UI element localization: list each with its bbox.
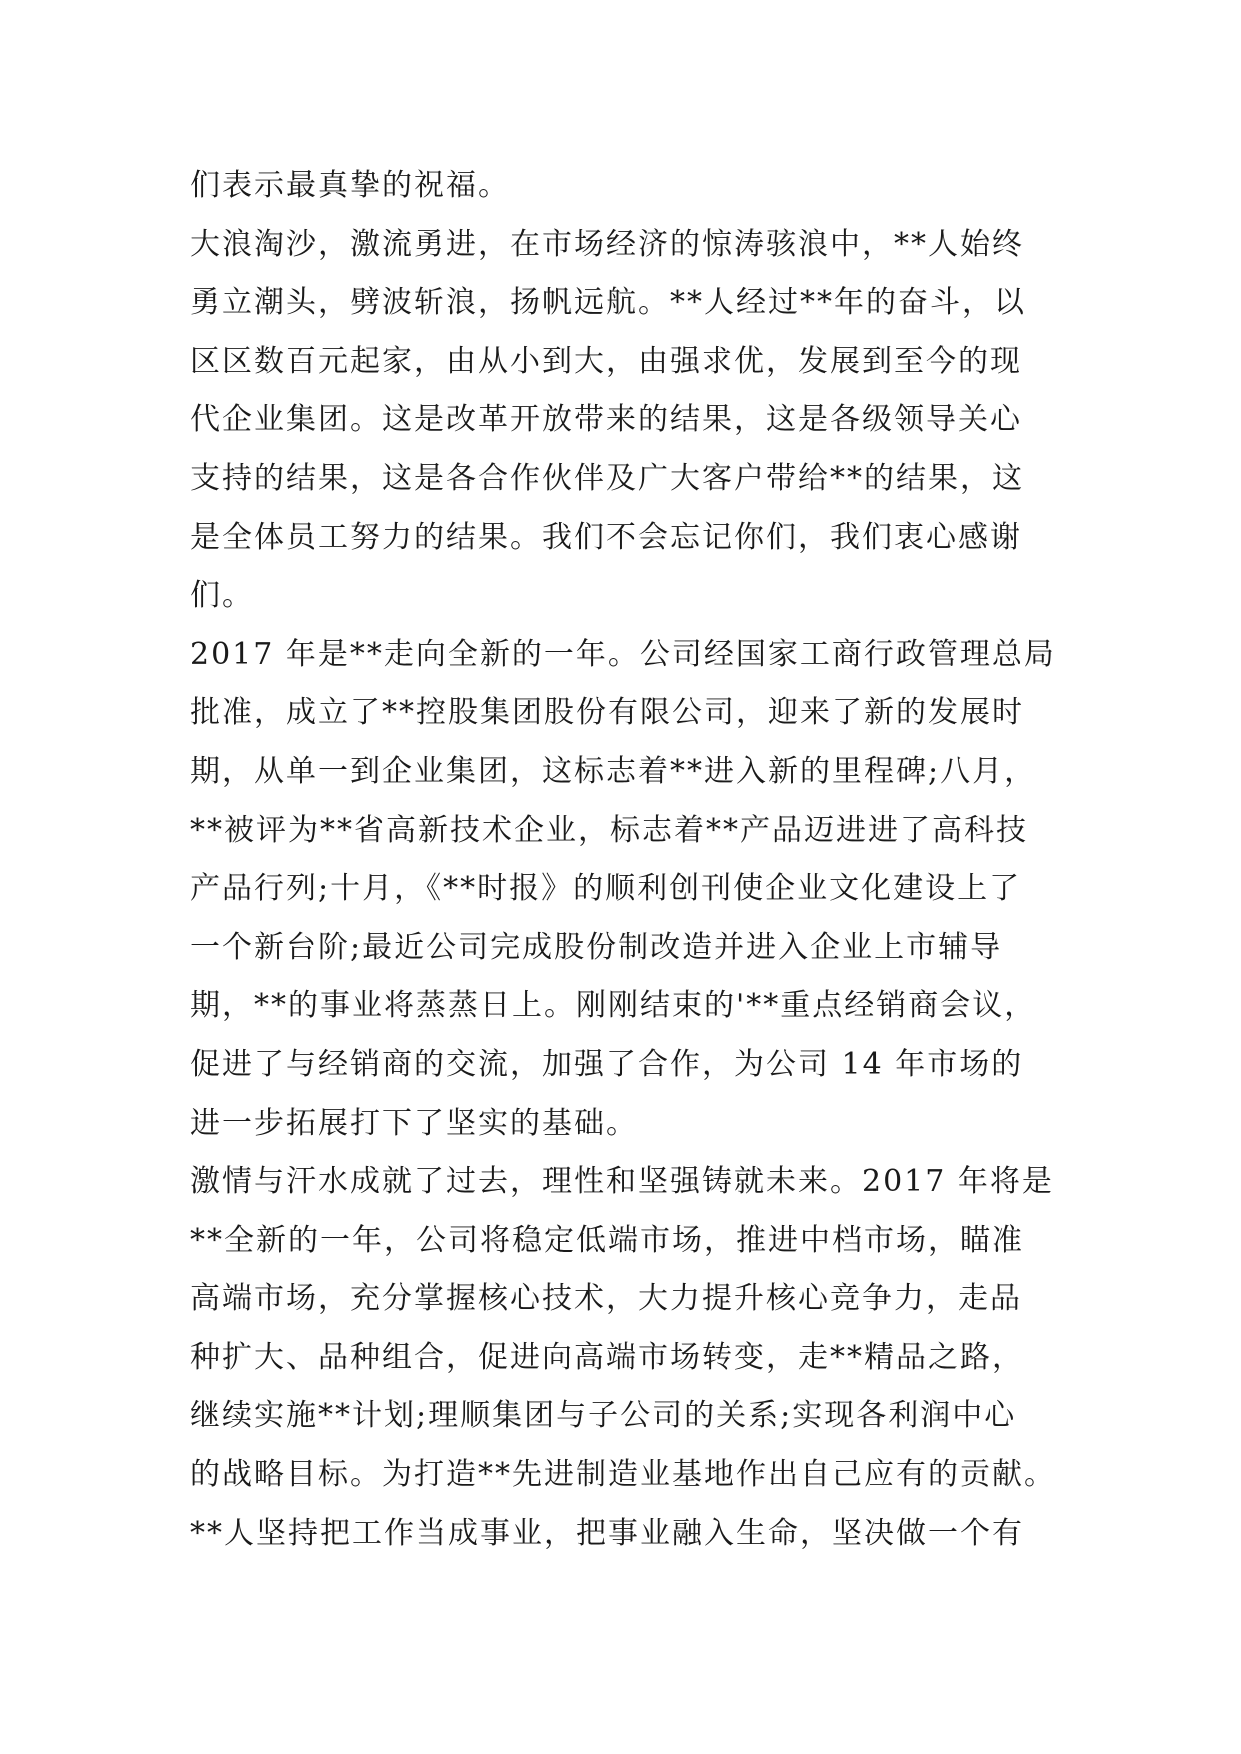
text-line: 促进了与经销商的交流，加强了合作，为公司 14 年市场的 (190, 1046, 1024, 1082)
text-line: 是全体员工努力的结果。我们不会忘记你们，我们衷心感谢 (190, 519, 1022, 555)
text-line: 激情与汗水成就了过去，理性和坚强铸就未来。2017 年将是 (190, 1164, 1054, 1200)
text-line: 勇立潮头，劈波斩浪，扬帆远航。**人经过**年的奋斗，以 (190, 285, 1026, 321)
text-line: 支持的结果，这是各合作伙伴及广大客户带给**的结果，这 (190, 460, 1024, 496)
text-line: 一个新台阶;最近公司完成股份制改造并进入企业上市辅导 (190, 929, 1003, 965)
text-line: **人坚持把工作当成事业，把事业融入生命，坚决做一个有 (190, 1515, 1024, 1551)
text-line: 们表示最真挚的祝福。 (190, 168, 510, 203)
text-line: **全新的一年，公司将稳定低端市场，推进中档市场，瞄准 (190, 1222, 1024, 1258)
text-line: 2017 年是**走向全新的一年。公司经国家工商行政管理总局 (190, 636, 1056, 672)
text-line: 进一步拓展打下了坚实的基础。 (190, 1105, 638, 1141)
text-line: 期，从单一到企业集团，这标志着**进入新的里程碑;八月， (190, 753, 1037, 789)
text-line: 的战略目标。为打造**先进制造业基地作出自己应有的贡献。 (190, 1457, 1056, 1493)
text-line: 批准，成立了**控股集团股份有限公司，迎来了新的发展时 (190, 695, 1024, 731)
text-line: 期，**的事业将蒸蒸日上。刚刚结束的'**重点经销商会议， (190, 988, 1037, 1024)
text-line: 们。 (190, 578, 254, 614)
text-line: 种扩大、品种组合，促进向高端市场转变，走**精品之路， (190, 1339, 1024, 1375)
text-line: 继续实施**计划;理顺集团与子公司的关系;实现各利润中心 (190, 1398, 1017, 1434)
body-text (190, 157, 1070, 1563)
text-line: **被评为**省高新技术企业，标志着**产品迈进进了高科技 (190, 812, 1028, 848)
text-line: 高端市场，充分掌握核心技术，大力提升核心竞争力，走品 (190, 1281, 1022, 1317)
text-line: 代企业集团。这是改革开放带来的结果，这是各级领导关心 (190, 402, 1022, 438)
text-line: 区区数百元起家，由从小到大，由强求优，发展到至今的现 (190, 343, 1022, 379)
text-line: 产品行列;十月，《**时报》的顺利创刊使企业文化建设上了 (190, 871, 1022, 907)
text-line: 大浪淘沙，激流勇进，在市场经济的惊涛骇浪中，**人始终 (190, 226, 1024, 262)
